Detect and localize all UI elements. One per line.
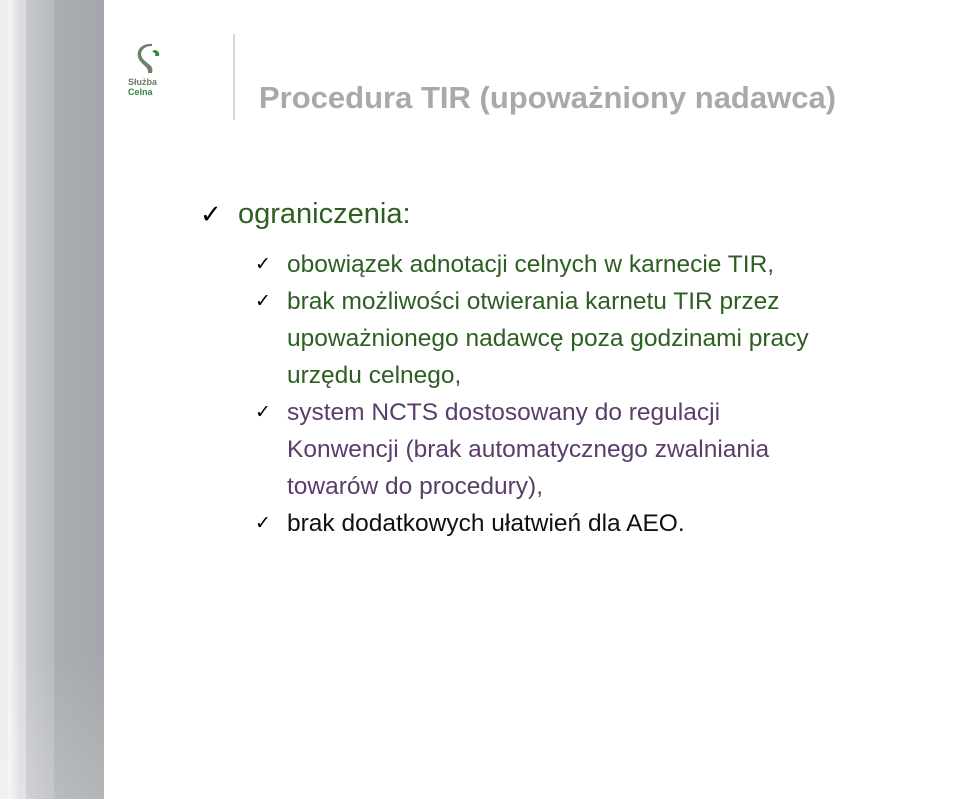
check-icon: ✓ [255,512,271,534]
main-bullet [200,196,955,236]
check-icon: ✓ [200,200,222,230]
check-icon: ✓ [255,401,271,423]
list-item-line: brak dodatkowych ułatwień dla AEO. [287,510,685,537]
header-divider [233,34,235,120]
left-decorative-band [0,0,104,799]
restrictions-list [255,246,955,542]
list-item-line: obowiązek adnotacji celnych w karnecie TIR, [287,251,775,278]
list-item-line: system NCTS dostosowany do regulacji [287,399,721,426]
list-item [255,394,955,505]
band-fade [0,649,104,799]
list-item-line: brak możliwości otwierania karnetu TIR przez [287,288,780,315]
list-item [255,246,955,283]
main-heading: ograniczenia: [238,198,411,230]
list-item-line: urzędu celnego, [287,362,462,389]
page-title: Procedura TIR (upoważniony nadawca) [259,80,837,115]
list-item-line: towarów do procedury), [287,473,544,500]
logo-text-line1: Służba [128,77,158,87]
check-icon: ✓ [255,253,271,275]
slide-content [200,196,955,542]
list-item [255,283,955,394]
list-item-line: upoważnionego nadawcę poza godzinami pracy [287,325,809,352]
check-icon: ✓ [255,290,271,312]
list-item [255,505,955,542]
logo-text [128,77,157,97]
list-item-line: Konwencji (brak automatycznego zwalniania [287,436,770,463]
logo-text-line2: Celna [128,87,153,97]
